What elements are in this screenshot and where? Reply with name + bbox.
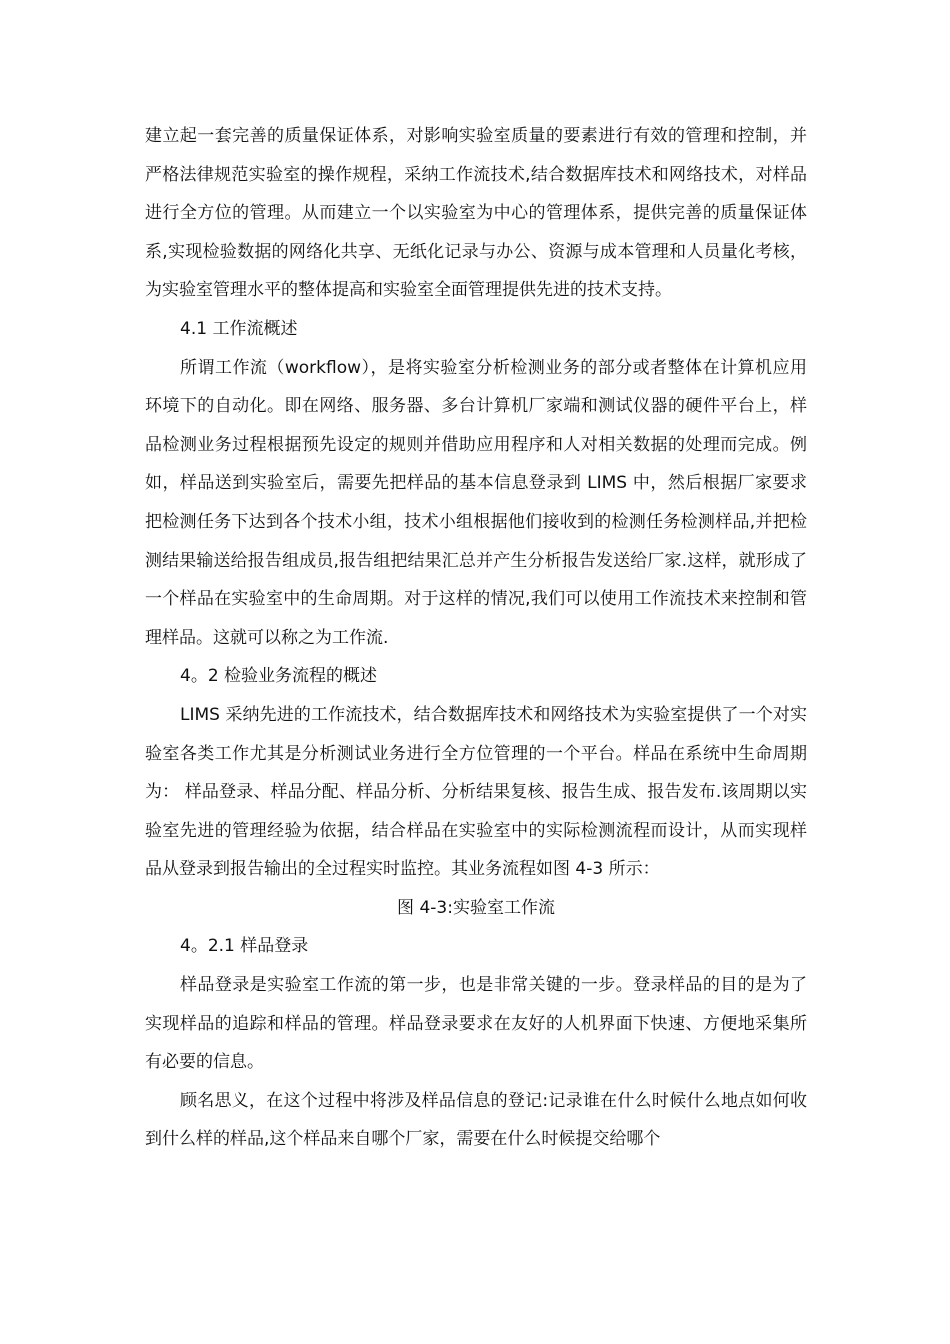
workflow-paragraph: 所谓工作流（workflow），是将实验室分析检测业务的部分或者整体在计算机应用环境下的自动化。即在网络、服务器、多台计算机厂家端和测试仪器的硬件平台上，样品检测业务过程根据预先设定的规则并借助应用程序和人对相关数据的处理而完成。例如，样品送到实验室后，需要先把样品的基本信息登录到 LIMS 中，然后根据厂家要求把检测任务下达到各个技术小组，技术小组根据他们接收到的检测任务检测样品,并把检测结果输送给报告组成员,报告组把结果汇总并产生分析报告发送给厂家.这样，就形成了一个样品在实验室中的生命周期。对于这样的情况,我们可以使用工作流技术来控制和管理样品。这就可以称之为工作流. xyxy=(145,357,807,648)
section-heading-4-2: 4。2 检验业务流程的概述 xyxy=(180,666,378,687)
sample-login-paragraph: 样品登录是实验室工作流的第一步，也是非常关键的一步。登录样品的目的是为了实现样品的追踪和样品的管理。样品登录要求在友好的人机界面下快速、方便地采集所有必要的信息。 xyxy=(145,975,807,1073)
figure-caption: 图 4-3:实验室工作流 xyxy=(397,897,555,918)
sample-registration-paragraph: 顾名思义，在这个过程中将涉及样品信息的登记:记录谁在什么时候什么地点如何收到什么样的样品,这个样品来自哪个厂家，需要在什么时候提交给哪个 xyxy=(145,1090,807,1150)
business-process-paragraph: LIMS 采纳先进的工作流技术，结合数据库技术和网络技术为实验室提供了一个对实验室各类工作尤其是分析测试业务进行全方位管理的一个平台。样品在系统中生命周期为： 样品登录、样品分配、样品分析、分析结果复核、报告生成、报告发布.该周期以实验室先进的管理经验为依据，结合样品在实验室中的实际检测流程而设计，从而实现样品从登录到报告输出的全过程实时监控。其业务流程如图 4-3 所示： xyxy=(145,704,807,880)
section-heading-4-2-1: 4。2.1 样品登录 xyxy=(180,936,309,957)
document-page xyxy=(145,117,807,1159)
intro-paragraph: 建立起一套完善的质量保证体系，对影响实验室质量的要素进行有效的管理和控制，并严格法律规范实验室的操作规程，采纳工作流技术,结合数据库技术和网络技术，对样品进行全方位的管理。从而建立一个以实验室为中心的管理体系，提供完善的质量保证体系,实现检验数据的网络化共享、无纸化记录与办公、资源与成本管理和人员量化考核，为实验室管理水平的整体提高和实验室全面管理提供先进的技术支持。 xyxy=(145,126,807,301)
section-heading-4-1: 4.1 工作流概述 xyxy=(180,318,298,339)
